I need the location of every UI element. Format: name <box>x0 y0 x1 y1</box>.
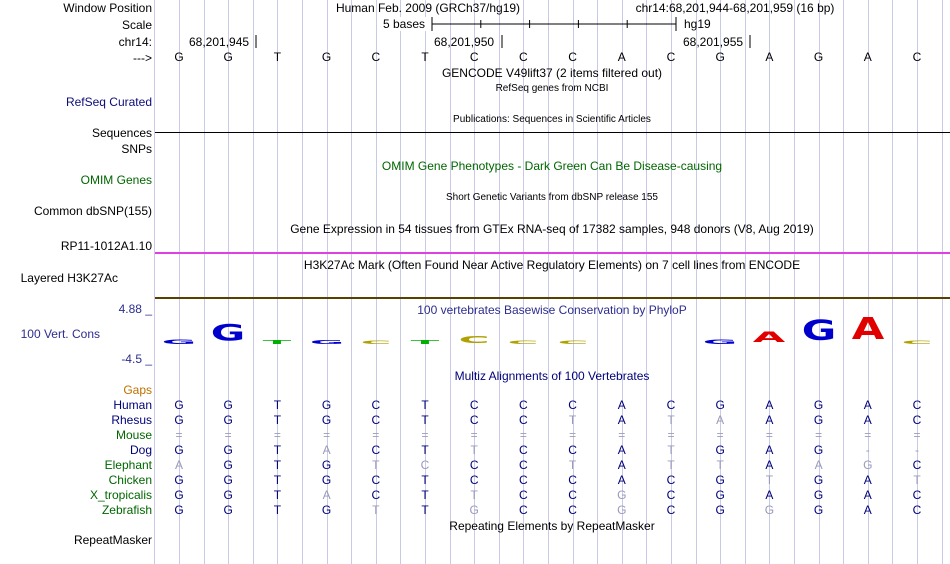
species-label[interactable]: Mouse <box>115 428 152 442</box>
aligned-base: A <box>765 398 774 412</box>
alignment-row <box>155 488 950 502</box>
base-letter: G <box>715 50 725 64</box>
publications-desc: Publications: Sequences in Scientific Articles <box>453 114 651 125</box>
aligned-base: T <box>470 443 478 457</box>
aligned-base: = <box>864 428 872 442</box>
logo-letter: G <box>801 314 836 347</box>
aligned-base: T <box>421 398 429 412</box>
species-label[interactable]: Rhesus <box>111 413 152 427</box>
aligned-base: A <box>863 488 872 502</box>
aligned-base: G <box>764 503 775 517</box>
aligned-base: G <box>174 398 184 412</box>
aligned-base: G <box>321 503 332 517</box>
track-label-column <box>0 0 155 564</box>
aligned-base: C <box>568 488 577 502</box>
species-label[interactable]: Chicken <box>108 473 152 487</box>
label-cons-min: -4.5 _ <box>121 352 152 366</box>
base-letter: T <box>273 50 282 64</box>
aligned-base: A <box>322 443 331 457</box>
aligned-base: C <box>568 503 577 517</box>
base-letter: C <box>666 50 676 64</box>
base-letter: G <box>223 50 233 64</box>
aligned-base: T <box>273 488 282 502</box>
aligned-base: G <box>174 503 184 517</box>
aligned-base: C <box>666 488 676 502</box>
repeat-desc: Repeating Elements by RepeatMasker <box>449 519 655 533</box>
logo-letter: G <box>161 338 197 346</box>
label-repeatmasker[interactable]: RepeatMasker <box>73 533 152 547</box>
coord-3: 68,201,955 <box>683 35 744 49</box>
alignment-row <box>155 443 950 457</box>
aligned-base: A <box>814 458 823 472</box>
aligned-base: C <box>371 488 381 502</box>
label-refseq[interactable]: RefSeq Curated <box>65 95 152 109</box>
aligned-base: G <box>223 488 233 502</box>
coord-2: 68,201,950 <box>434 35 495 49</box>
aligned-base: A <box>617 443 626 457</box>
species-label[interactable]: X_tropicalis <box>89 488 152 502</box>
label-dbsnp[interactable]: Common dbSNP(155) <box>33 204 152 218</box>
aligned-base: G <box>223 473 233 487</box>
aligned-base: G <box>174 488 184 502</box>
aligned-base: A <box>617 413 626 427</box>
aligned-base: C <box>568 443 577 457</box>
aligned-base: A <box>617 398 626 412</box>
aligned-base: T <box>568 413 577 427</box>
aligned-base: T <box>913 473 921 487</box>
aligned-base: = <box>569 428 577 442</box>
base-letter: A <box>617 50 626 64</box>
label-chrom[interactable]: chr14: <box>118 35 152 49</box>
alignment-row <box>155 503 950 517</box>
aligned-base: A <box>863 398 872 412</box>
aligned-base: = <box>765 428 773 442</box>
omim-desc: OMIM Gene Phenotypes - Dark Green Can Be Disease-causing <box>381 159 723 173</box>
aligned-base: A <box>617 458 626 472</box>
conservation-logo <box>155 300 950 345</box>
base-letter: C <box>371 50 381 64</box>
aligned-base: G <box>321 413 332 427</box>
species-label[interactable]: Elephant <box>104 458 152 472</box>
aligned-base: C <box>568 473 577 487</box>
base-letter: C <box>568 50 577 64</box>
aligned-base: G <box>813 488 824 502</box>
aligned-base: T <box>421 413 429 427</box>
aligned-base: A <box>765 488 774 502</box>
aligned-base: C <box>666 503 676 517</box>
logo-letter: T <box>410 339 440 346</box>
logo-letter: C <box>557 340 589 346</box>
aligned-base: T <box>273 503 282 517</box>
aligned-base: G <box>813 503 824 517</box>
aligned-base: C <box>912 488 922 502</box>
aligned-base: T <box>421 503 429 517</box>
aligned-base: G <box>813 473 824 487</box>
logo-letter: A <box>753 329 786 346</box>
aligned-base: A <box>765 458 774 472</box>
aligned-base: G <box>617 488 627 502</box>
aligned-base: C <box>568 398 577 412</box>
species-label[interactable]: Zebrafish <box>101 503 152 517</box>
aligned-base: C <box>469 413 479 427</box>
aligned-base: T <box>765 473 774 487</box>
logo-letter: C <box>901 340 933 346</box>
aligned-base: A <box>716 413 725 427</box>
position-readout: chr14:68,201,944-68,201,959 (16 bp) <box>635 1 835 15</box>
aligned-base: G <box>715 473 725 487</box>
coord-1: 68,201,945 <box>189 35 250 49</box>
refseq-desc: RefSeq genes from NCBI <box>495 83 609 94</box>
aligned-base: A <box>863 503 872 517</box>
alignment-row <box>155 428 950 442</box>
aligned-base: G <box>715 398 725 412</box>
aligned-base: A <box>863 413 872 427</box>
aligned-base: T <box>372 458 380 472</box>
label-snps[interactable]: SNPs <box>121 142 152 156</box>
scale-text: 5 bases <box>380 17 428 31</box>
logo-letter: G <box>210 320 246 347</box>
base-letter: G <box>174 50 184 64</box>
aligned-base: A <box>322 488 331 502</box>
aligned-base: = <box>175 428 183 442</box>
aligned-base: = <box>372 428 380 442</box>
alignment-row <box>155 398 950 412</box>
h3k27ac-desc: H3K27Ac Mark (Often Found Near Active Regulatory Elements) on 7 cell lines from ENCODE <box>303 258 801 272</box>
label-h3k27ac[interactable]: Layered H3K27Ac <box>20 271 118 285</box>
aligned-base: G <box>174 473 184 487</box>
gtex-desc: Gene Expression in 54 tissues from GTEx RNA-seq of 17382 samples, 948 donors (V8, Aug 2019) <box>290 222 814 236</box>
aligned-base: G <box>174 443 184 457</box>
aligned-base: C <box>912 413 922 427</box>
aligned-base: T <box>667 443 675 457</box>
aligned-base: G <box>715 503 725 517</box>
aligned-base: A <box>765 443 774 457</box>
aligned-base: - <box>865 443 870 457</box>
aligned-base: T <box>716 458 724 472</box>
aligned-base: T <box>667 458 675 472</box>
label-strand[interactable]: ---> <box>133 51 152 65</box>
aligned-base: T <box>273 443 282 457</box>
aligned-base: G <box>223 443 233 457</box>
base-letter: C <box>519 50 528 64</box>
aligned-base: G <box>813 398 824 412</box>
aligned-base: T <box>372 503 380 517</box>
logo-letter: C <box>360 340 392 346</box>
aligned-base: = <box>716 428 724 442</box>
aligned-base: A <box>174 458 184 472</box>
aligned-base: C <box>519 503 528 517</box>
h3k27ac-signal <box>155 297 950 299</box>
aligned-base: C <box>912 398 922 412</box>
logo-letter: C <box>507 340 539 346</box>
aligned-base: = <box>224 428 232 442</box>
aligned-base: T <box>421 488 429 502</box>
logo-letter: G <box>702 338 738 346</box>
aligned-base: G <box>813 443 824 457</box>
label-window-position[interactable]: Window Position <box>63 1 152 15</box>
aligned-base: = <box>913 428 921 442</box>
aligned-base: T <box>568 458 577 472</box>
species-label[interactable]: Dog <box>129 443 152 457</box>
aligned-base: G <box>321 473 332 487</box>
aligned-base: C <box>371 443 381 457</box>
label-cons[interactable]: 100 Vert. Cons <box>20 327 100 341</box>
aligned-base: C <box>519 398 528 412</box>
aligned-base: = <box>273 428 281 442</box>
aligned-base: G <box>223 503 233 517</box>
gene-line[interactable] <box>155 252 950 254</box>
label-omim[interactable]: OMIM Genes <box>80 173 152 187</box>
sequences-line <box>155 132 950 133</box>
aligned-base: G <box>174 413 184 427</box>
base-letter: C <box>912 50 922 64</box>
base-letter: A <box>863 50 872 64</box>
aligned-base: C <box>519 413 528 427</box>
aligned-base: T <box>273 413 282 427</box>
logo-letter: G <box>309 339 344 346</box>
aligned-base: C <box>371 473 381 487</box>
aligned-base: C <box>420 458 430 472</box>
aligned-base: T <box>421 443 429 457</box>
aligned-base: C <box>519 443 528 457</box>
aligned-base: = <box>421 428 429 442</box>
label-scale[interactable]: Scale <box>121 18 152 32</box>
aligned-base: - <box>915 443 919 457</box>
base-letter: G <box>321 50 332 64</box>
aligned-base: C <box>666 473 676 487</box>
aligned-base: T <box>273 398 282 412</box>
aligned-base: C <box>519 473 528 487</box>
aligned-base: G <box>715 488 725 502</box>
base-letter: A <box>765 50 774 64</box>
dna-sequence <box>155 50 950 64</box>
multiz-desc: Multiz Alignments of 100 Vertebrates <box>454 369 650 383</box>
phylop-desc: 100 vertebrates Basewise Conservation by PhyloP <box>417 303 687 317</box>
aligned-base: G <box>223 413 233 427</box>
aligned-base: C <box>912 503 922 517</box>
aligned-base: G <box>863 458 873 472</box>
aligned-base: G <box>617 503 627 517</box>
aligned-base: = <box>323 428 331 442</box>
aligned-base: C <box>371 398 381 412</box>
aligned-base: G <box>321 458 332 472</box>
track-image[interactable] <box>155 0 950 564</box>
aligned-base: = <box>667 428 675 442</box>
base-letter: G <box>813 50 824 64</box>
alignment-row <box>155 473 950 487</box>
label-gene[interactable]: RP11-1012A1.10 <box>60 239 152 253</box>
aligned-base: C <box>469 398 479 412</box>
aligned-base: A <box>765 413 774 427</box>
base-letter: T <box>421 50 429 64</box>
aligned-base: = <box>618 428 626 442</box>
label-gaps[interactable]: Gaps <box>123 383 152 397</box>
aligned-base: C <box>469 473 479 487</box>
aligned-base: C <box>371 413 381 427</box>
scale-db: hg19 <box>684 17 711 31</box>
label-cons-max: 4.88 _ <box>118 302 152 316</box>
assembly-title: Human Feb. 2009 (GRCh37/hg19) <box>335 1 521 15</box>
base-letter: C <box>469 50 479 64</box>
aligned-base: G <box>223 458 233 472</box>
aligned-base: G <box>469 503 479 517</box>
aligned-base: C <box>519 458 528 472</box>
aligned-base: C <box>912 458 922 472</box>
aligned-base: C <box>469 458 479 472</box>
aligned-base: = <box>815 428 823 442</box>
aligned-base: C <box>666 398 676 412</box>
aligned-base: A <box>617 473 626 487</box>
aligned-base: T <box>421 473 429 487</box>
dbsnp-desc: Short Genetic Variants from dbSNP release 155 <box>446 192 658 203</box>
aligned-base: T <box>470 488 478 502</box>
logo-letter: C <box>458 334 490 346</box>
aligned-base: G <box>321 398 332 412</box>
aligned-base: G <box>715 443 725 457</box>
aligned-base: C <box>519 488 528 502</box>
label-sequences[interactable]: Sequences <box>91 126 152 140</box>
aligned-base: = <box>470 428 478 442</box>
aligned-base: T <box>273 473 282 487</box>
aligned-base: A <box>863 473 872 487</box>
logo-letter: T <box>263 339 292 346</box>
aligned-base: = <box>519 428 527 442</box>
aligned-base: G <box>813 413 824 427</box>
aligned-base: G <box>223 398 233 412</box>
aligned-base: T <box>273 458 282 472</box>
logo-letter: A <box>851 312 885 347</box>
aligned-base: T <box>667 413 675 427</box>
alignment-row <box>155 458 950 472</box>
alignment-row <box>155 413 950 427</box>
species-label[interactable]: Human <box>113 398 152 412</box>
gencode-track[interactable]: GENCODE V49lift37 (2 items filtered out) <box>441 66 663 80</box>
